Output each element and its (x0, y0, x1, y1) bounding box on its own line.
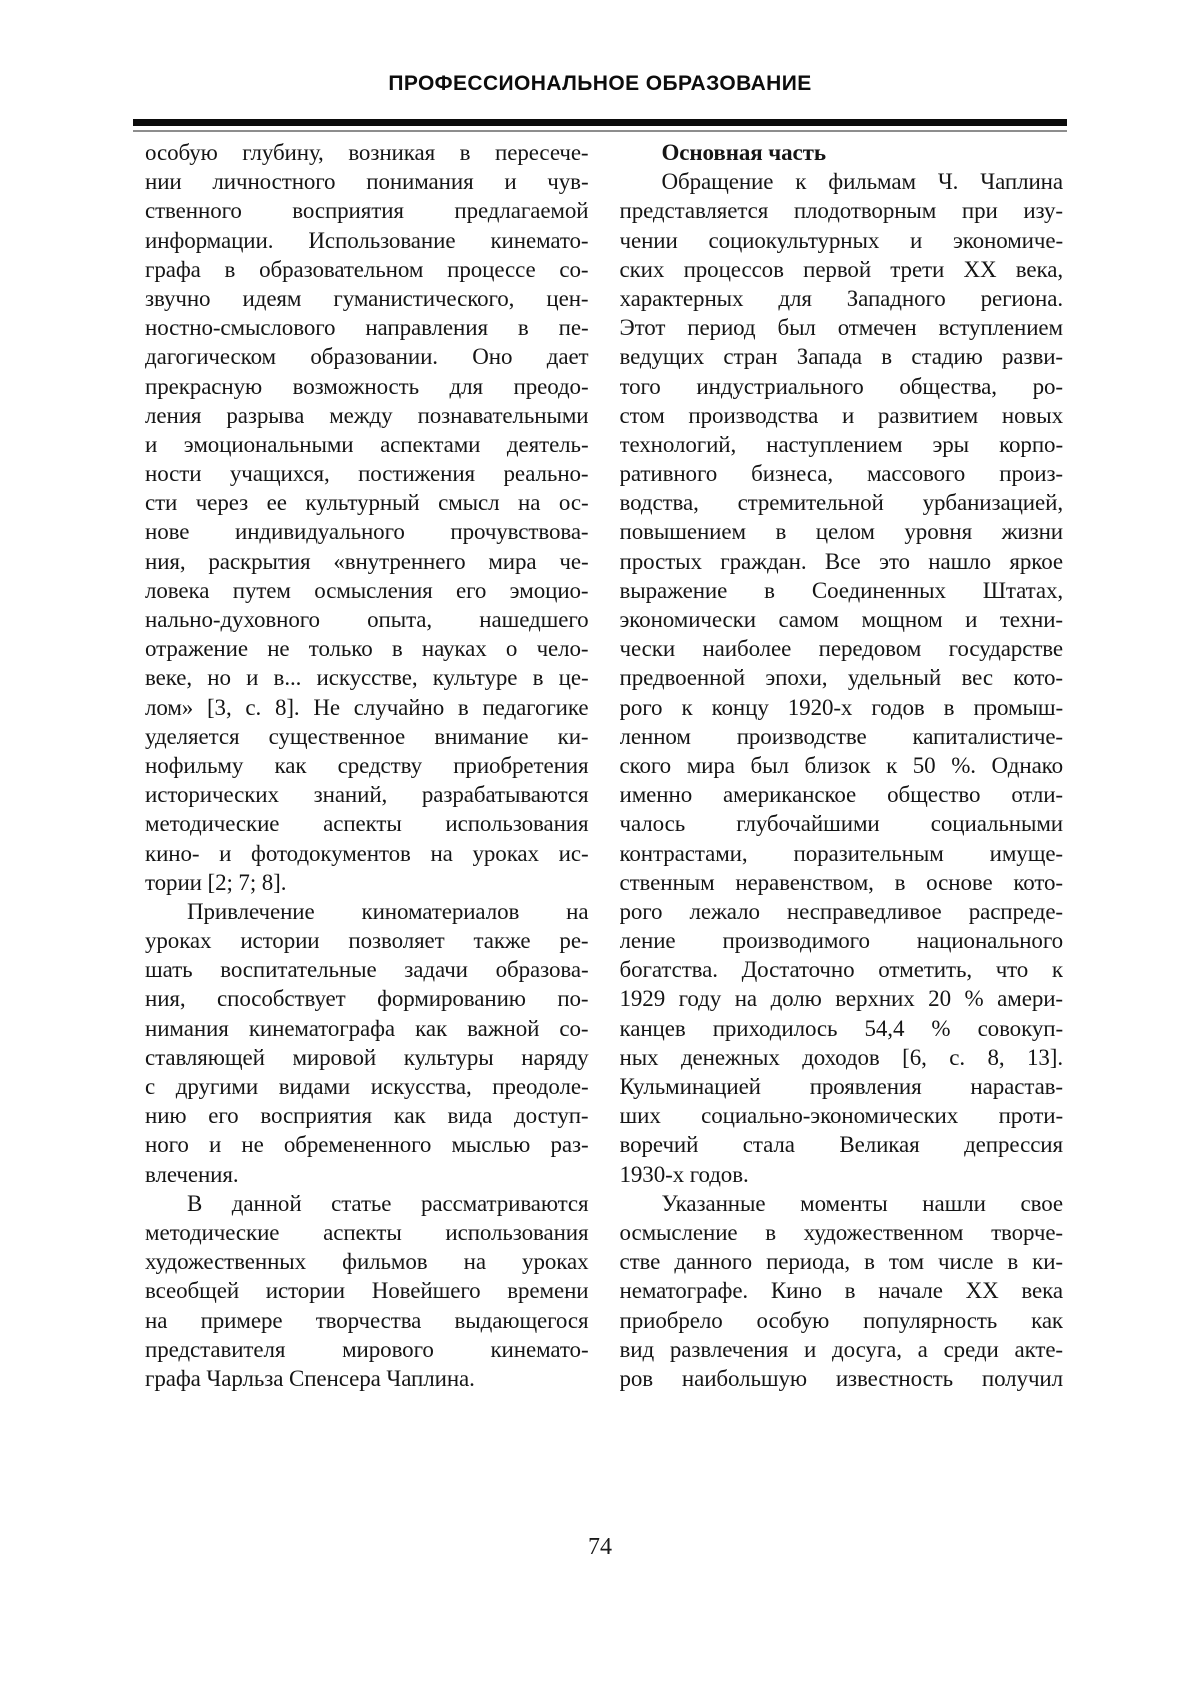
text-line: того индустриального общества, ро- (619, 373, 1063, 399)
text-line: воречий стала Великая депрессия (619, 1132, 1063, 1158)
text-line: приобрело особую популярность как (619, 1307, 1063, 1333)
text-line: ставляющей мировой культуры наряду (145, 1044, 589, 1070)
text-line: всеобщей истории Новейшего времени (145, 1278, 589, 1304)
text-line: представляется плодотворным при изу- (619, 198, 1063, 224)
text-line: методические аспекты использования (145, 1219, 589, 1245)
header-rule-thick (133, 119, 1067, 126)
text-line: рого к концу 1920-х годов в промыш- (619, 694, 1063, 720)
body-paragraph (620, 167, 1064, 1189)
body-paragraph (620, 1189, 1064, 1393)
text-line: простых граждан. Все это нашло яркое (619, 548, 1063, 574)
text-line: повышением в целом уровня жизни (619, 519, 1063, 545)
text-line: веке, но и в... искусстве, культуре в це- (145, 665, 589, 691)
text-line: ного и не обремененного мыслью раз- (145, 1132, 589, 1158)
text-line: нематографе. Кино в начале XX века (619, 1278, 1063, 1304)
text-line: тории [2; 7; 8]. (145, 869, 287, 895)
text-line: нально-духовного опыта, нашедшего (145, 607, 589, 632)
text-line: осмысление в художественном творче- (619, 1219, 1063, 1245)
text-line: лом» [3, с. 8]. Не случайно в педагогике (145, 694, 589, 720)
text-line: водства, стремительной урбанизацией, (619, 490, 1063, 516)
text-line: кино- и фотодокументов на уроках ис- (145, 840, 589, 866)
text-line: Этот период был отмечен вступлением (619, 315, 1063, 341)
text-line: богатства. Достаточно отметить, что к (619, 957, 1063, 983)
text-line: канцев приходилось 54,4 % совокуп- (619, 1015, 1063, 1041)
text-line: ление производимого национального (619, 928, 1063, 954)
text-line: предвоенной эпохи, удельный вес кото- (619, 665, 1063, 691)
text-line: ния, раскрытия «внутреннего мира че- (145, 548, 589, 574)
text-line: выражение в Соединенных Штатах, (619, 577, 1063, 603)
text-line: рого лежало несправедливое распреде- (619, 898, 1063, 924)
section-heading-paragraph (620, 138, 1064, 167)
body-paragraph (145, 138, 589, 897)
text-line: ских процессов первой трети XX века, (619, 256, 1063, 282)
text-line: чалось глубочайшими социальными (619, 811, 1063, 837)
text-line: ведущих стран Запада в стадию разви- (619, 344, 1063, 370)
text-line: дагогическом образовании. Оно дает (145, 344, 589, 370)
two-column-text-body (145, 138, 1063, 1393)
right-column (620, 138, 1064, 1393)
text-line: ловека путем осмысления его эмоцио- (145, 577, 589, 603)
text-line: ших социально-экономических проти- (619, 1103, 1063, 1129)
text-line: исторических знаний, разрабатываются (145, 782, 589, 808)
header-rule-thin (133, 130, 1067, 132)
text-line: на примере творчества выдающегося (145, 1307, 589, 1333)
text-line: ностно-смыслового направления в пе- (145, 315, 589, 341)
text-line: ных денежных доходов [6, с. 8, 13]. (619, 1044, 1063, 1070)
text-line: стве данного периода, в том числе в ки- (619, 1249, 1063, 1275)
left-column (145, 138, 589, 1393)
text-line: ности учащихся, постижения реально- (145, 461, 589, 487)
text-line: ственным неравенством, в основе кото- (619, 869, 1063, 895)
text-line: ского мира был близок к 50 %. Однако (619, 752, 1063, 778)
text-line: нимания кинематографа как важной со- (145, 1015, 589, 1041)
text-line: 1930-х годов. (619, 1161, 749, 1187)
text-line: графа в образовательном процессе со- (145, 256, 589, 282)
text-line: художественных фильмов на уроках (145, 1249, 589, 1275)
text-line: В данной статье рассматриваются (187, 1190, 589, 1216)
text-line: уроках истории позволяет также ре- (145, 928, 589, 954)
text-line: контрастами, поразительным имуще- (619, 840, 1063, 866)
text-line: нофильму как средству приобретения (145, 752, 589, 778)
text-line: ров наибольшую известность получил (619, 1365, 1063, 1391)
text-line: стом производства и развитием новых (619, 402, 1063, 428)
text-line: технологий, наступлением эры корпо- (619, 431, 1063, 457)
text-line: Основная часть (661, 140, 826, 165)
body-paragraph (145, 1189, 589, 1393)
text-line: и эмоциональными аспектами деятель- (145, 431, 589, 457)
text-line: ления разрыва между познавательными (145, 402, 589, 428)
text-line: нии личностного понимания и чув- (145, 169, 589, 195)
text-line: уделяется существенное внимание ки- (145, 723, 589, 749)
text-line: Привлечение киноматериалов на (187, 898, 589, 924)
text-line: ративного бизнеса, массового произ- (619, 461, 1063, 487)
text-line: Обращение к фильмам Ч. Чаплина (661, 169, 1063, 195)
text-line: чески наиболее передовом государстве (619, 636, 1063, 662)
page-number: 74 (588, 1534, 612, 1560)
text-line: информации. Использование кинемато- (145, 227, 589, 253)
text-line: чении социокультурных и экономиче- (619, 227, 1063, 253)
text-line: ственного восприятия предлагаемой (145, 198, 589, 224)
text-line: ленном производстве капиталистиче- (619, 723, 1063, 749)
text-line: Кульминацией проявления нарастав- (619, 1074, 1063, 1099)
text-line: нию его восприятия как вида доступ- (145, 1103, 589, 1129)
text-line: нове индивидуального прочувствова- (145, 519, 589, 545)
text-line: 1929 году на долю верхних 20 % амери- (619, 986, 1063, 1012)
text-line: характерных для Западного региона. (619, 285, 1063, 311)
text-line: прекрасную возможность для преодо- (145, 373, 589, 399)
text-line: графа Чарльза Спенсера Чаплина. (145, 1365, 475, 1391)
text-line: шать воспитательные задачи образова- (145, 957, 589, 983)
text-line: сти через ее культурный смысл на ос- (145, 490, 589, 516)
text-line: представителя мирового кинемато- (145, 1336, 589, 1362)
text-line: влечения. (145, 1161, 239, 1187)
text-line: Указанные моменты нашли свое (661, 1190, 1063, 1216)
body-paragraph (145, 897, 589, 1189)
text-line: особую глубину, возникая в пересече- (145, 140, 589, 165)
text-line: ния, способствует формированию по- (145, 986, 589, 1012)
text-line: с другими видами искусства, преодоле- (145, 1074, 589, 1099)
text-line: методические аспекты использования (145, 811, 589, 837)
text-line: звучно идеям гуманистического, цен- (145, 285, 589, 311)
text-line: вид развлечения и досуга, а среди акте- (619, 1336, 1063, 1362)
text-line: отражение не только в науках о чело- (145, 636, 589, 662)
text-line: экономически самом мощном и техни- (619, 607, 1063, 632)
running-header-title: ПРОФЕССИОНАЛЬНОЕ ОБРАЗОВАНИЕ (388, 72, 812, 95)
text-line: именно американское общество отли- (619, 782, 1063, 808)
